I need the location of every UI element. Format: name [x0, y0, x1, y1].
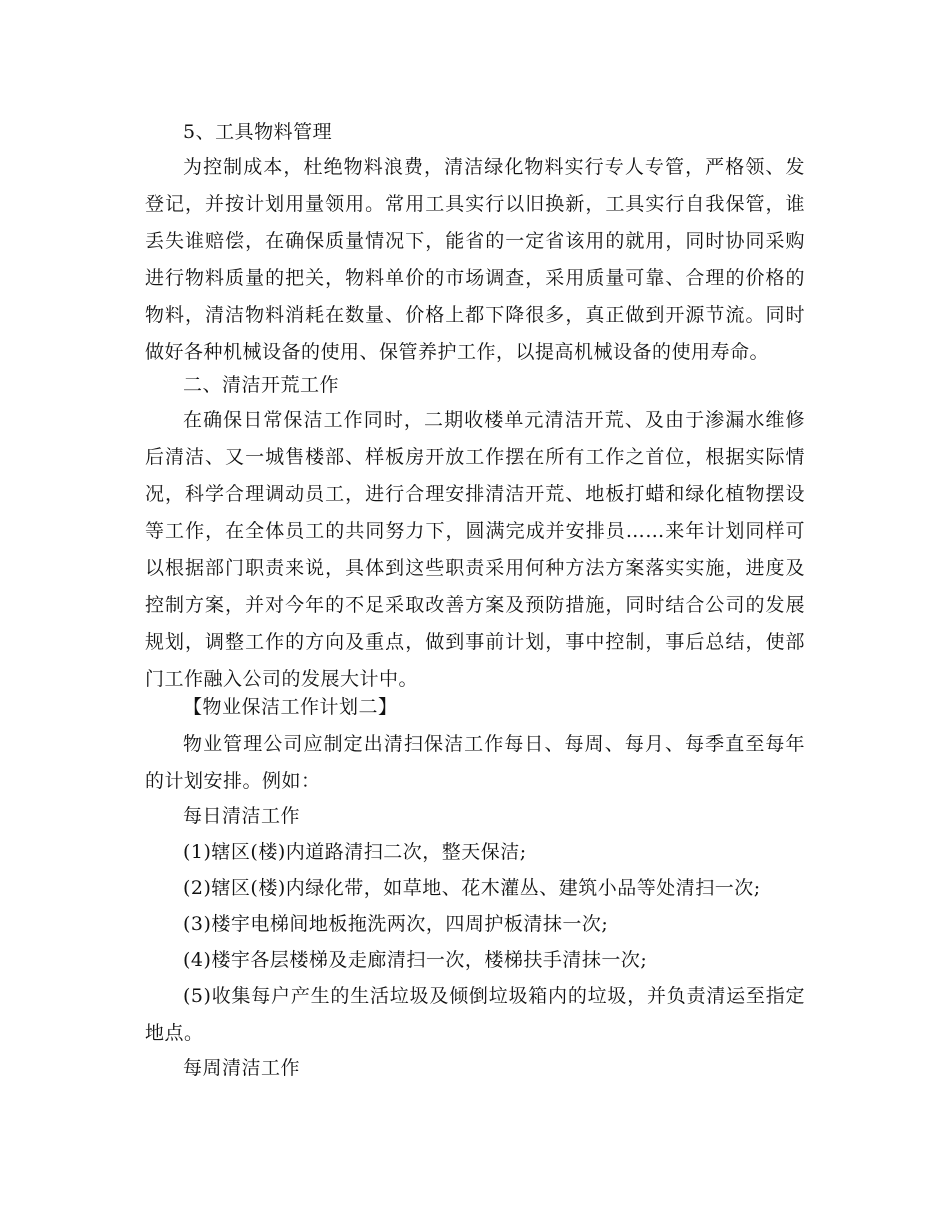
- weekly-cleaning-heading: 每周清洁工作: [183, 1057, 301, 1079]
- daily-cleaning-item: (5)收集每户产生的生活垃圾及倾倒垃圾箱内的垃圾，并负责清运至指定地点。: [145, 985, 805, 1044]
- daily-cleaning-item: (3)楼宇电梯间地板拖洗两次，四周护板清抹一次;: [183, 913, 609, 935]
- daily-cleaning-item: (4)楼宇各层楼梯及走廊清扫一次，楼梯扶手清抹一次;: [183, 949, 648, 971]
- section-body-tools-materials: 为控制成本，杜绝物料浪费，清洁绿化物料实行专人专管，严格领、发登记，并按计划用量领用。常用工具实行以旧换新，工具实行自我保管，谁丢失谁赔偿，在确保质量情况下，能省的一定省该用的就用，同时协同采购进行物料质量的把关，物料单价的市场调查，采用质量可靠、合理的价格的物料，清洁物料消耗在数量、价格上都下降很多，真正做到开源节流。同时做好各种机械设备的使用、保管养护工作，以提高机械设备的使用寿命。: [145, 156, 805, 363]
- plan-two-intro: 物业管理公司应制定出清扫保洁工作每日、每周、每月、每季直至每年的计划安排。例如：: [145, 733, 805, 792]
- daily-cleaning-heading: 每日清洁工作: [183, 805, 301, 827]
- section-heading-tools-materials: 5、工具物料管理: [183, 121, 333, 143]
- daily-cleaning-item: (2)辖区(楼)内绿化带，如草地、花木灌丛、建筑小品等处清扫一次;: [183, 877, 761, 899]
- daily-cleaning-item: (1)辖区(楼)内道路清扫二次，整天保洁;: [183, 841, 527, 863]
- section-body-cleaning-reclamation: 在确保日常保洁工作同时，二期收楼单元清洁开荒、及由于渗漏水维修后清洁、又一城售楼部、样板房开放工作摆在所有工作之首位，根据实际情况，科学合理调动员工，进行合理安排清洁开荒、地板打蜡和绿化植物摆设等工作，在全体员工的共同努力下，圆满完成并安排员……来年计划同样可以根据部门职责来说，具体到这些职责采用何种方法方案落实实施，进度及控制方案，并对今年的不足采取改善方案及预防措施，同时结合公司的发展规划，调整工作的方向及重点，做到事前计划，事中控制，事后总结，使部门工作融入公司的发展大计中。: [145, 409, 805, 690]
- section-heading-cleaning-reclamation: 二、清洁开荒工作: [183, 374, 340, 396]
- plan-two-title: 【物业保洁工作计划二】: [183, 696, 398, 718]
